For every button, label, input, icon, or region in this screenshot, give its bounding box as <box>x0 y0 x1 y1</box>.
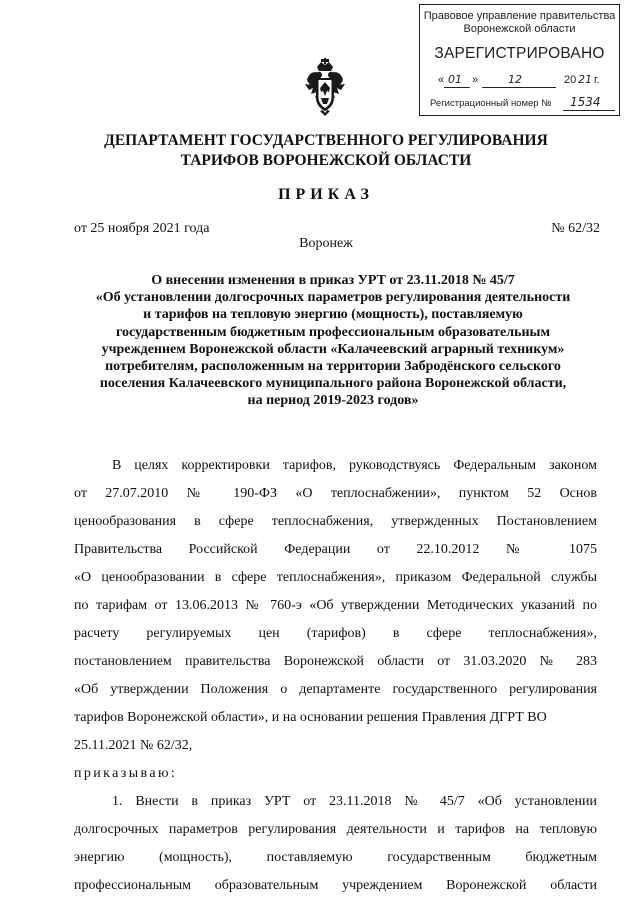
stamp-number-line <box>430 95 611 112</box>
title-line: О внесении изменения в приказ УРТ от 23.11.2018 № 45/7 <box>151 273 515 288</box>
order-word: приказываю: <box>74 766 178 781</box>
title-line: «Об установлении долгосрочных параметров регулирования деятельности <box>95 290 571 306</box>
stamp-registered: ЗАРЕГИСТРИРОВАНО <box>434 45 605 62</box>
item-line: 1. Внести в приказ УРТ от 23.11.2018 № 45/7 «Об установлении <box>112 794 597 809</box>
document-date: от 25 ноября 2021 года <box>74 221 210 236</box>
body-line: расчету регулируемых цен (тарифов) в сфере теплоснабжения», <box>74 626 597 641</box>
body-line: В целях корректировки тарифов, руководствуясь Федеральным законом <box>112 458 597 473</box>
body-line: ценообразования в сфере теплоснабжения, утвержденных Постановлением <box>74 514 597 529</box>
stamp-reg-number: 1534 <box>570 95 601 109</box>
department-line-2: ТАРИФОВ ВОРОНЕЖСКОЙ ОБЛАСТИ <box>180 152 472 169</box>
document-city: Воронеж <box>299 236 353 251</box>
body-line: тарифов Воронежской области», и на основании решения Правления ДГРТ ВО <box>74 710 547 725</box>
coat-of-arms-icon <box>303 58 347 118</box>
department-line-1: ДЕПАРТАМЕНТ ГОСУДАРСТВЕННОГО РЕГУЛИРОВАНИЯ <box>104 132 548 149</box>
stamp-month: 12 <box>508 73 522 86</box>
body-line: от 27.07.2010 № 190-ФЗ «О теплоснабжении», пунктом 52 Основ <box>74 486 597 501</box>
title-line: и тарифов на тепловую энергию (мощность), поставляемую <box>143 307 523 323</box>
registration-stamp <box>419 4 620 116</box>
body-line: 25.11.2021 № 62/32, <box>74 738 193 753</box>
stamp-line-1: Правовое управление правительства <box>423 10 616 22</box>
stamp-year-tail: г. <box>594 74 600 86</box>
title-line: учреждением Воронежской области «Калачеевский аграрный техникум» <box>101 341 565 357</box>
stamp-day: 01 <box>448 73 462 86</box>
body-line: «О ценообразовании в сфере теплоснабжения», приказом Федеральной службы <box>74 570 597 585</box>
body-line: Правительства Российской Федерации от 22.10.2012 № 1075 <box>74 542 597 557</box>
item-line: профессиональным образовательным учреждением Воронежской области <box>74 878 597 893</box>
title-line: на период 2019-2023 годов» <box>247 393 419 409</box>
stamp-year-prefix: 20 <box>564 74 577 86</box>
item-line: долгосрочных параметров регулирования деятельности и тарифов на тепловую <box>74 822 597 837</box>
title-line: потребителям, расположенным на территории Забродёнского сельского <box>105 359 561 375</box>
stamp-year-suffix: 21 <box>578 73 592 86</box>
title-line: государственным бюджетным профессиональным образовательным <box>115 324 551 340</box>
item-line: энергию (мощность), поставляемую государственным бюджетным <box>74 850 597 865</box>
stamp-reg-label: Регистрационный номер № <box>430 98 552 109</box>
body-line: по тарифам от 13.06.2013 № 760-э «Об утверждении Методических указаний по <box>74 598 597 613</box>
document-type: ПРИКАЗ <box>278 186 374 203</box>
body-line: постановлением правительства Воронежской области от 31.03.2020 № 283 <box>74 654 597 669</box>
document-number: № 62/32 <box>551 221 600 236</box>
stamp-date-line: « 01 » 12 20 21 г. <box>438 73 600 86</box>
stamp-line-2: Воронежской области <box>463 23 576 35</box>
document-title <box>70 272 596 410</box>
body-line: «Об утверждении Положения о департаменте государственного регулирования <box>74 682 597 697</box>
title-line: поселения Калачеевского муниципального района Воронежской области, <box>99 376 567 392</box>
department-name <box>40 131 612 171</box>
